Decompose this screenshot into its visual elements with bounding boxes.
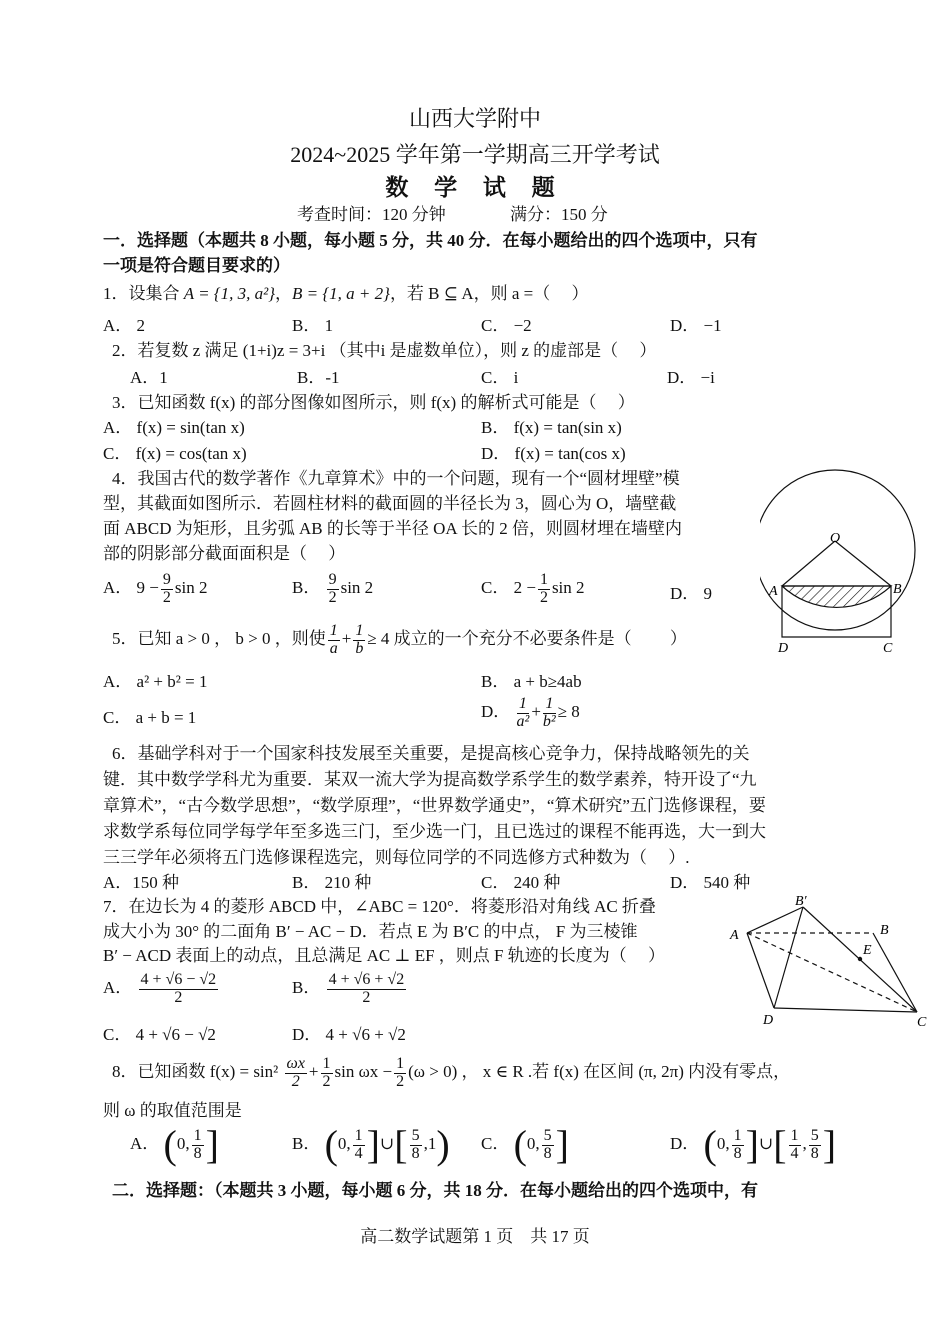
- q8-b-n2: 5: [411, 1126, 420, 1144]
- q8-c-pre: C．: [481, 1133, 510, 1153]
- q1-stem-a: 1．设集合: [103, 284, 184, 303]
- q8-n1: ωx: [286, 1055, 305, 1072]
- q8-p1: +: [308, 1062, 319, 1082]
- q5-d-d2: b²: [542, 712, 556, 730]
- full-score: 满分：150 分: [510, 205, 608, 224]
- q7-edge-dc: [774, 1008, 917, 1012]
- q1-stem-e: ，若 B ⊆ A，则 a =（ ）: [389, 284, 589, 303]
- q8-a-d: 8: [193, 1144, 202, 1162]
- q7-option-b: [292, 972, 408, 1007]
- q8-frac-2: [321, 1056, 333, 1091]
- q8-d-comma: ,: [802, 1133, 807, 1153]
- q8-b-n: 1: [354, 1126, 363, 1144]
- q8-b-d: 4: [354, 1144, 363, 1162]
- q5-option-b: B． a + b≥4ab: [481, 672, 582, 691]
- q7-a-num: 4 + √6 − √2: [140, 971, 217, 988]
- q5-option-c: C． a + b = 1: [103, 708, 197, 727]
- q7-edge-bc: [873, 933, 917, 1012]
- q7-label-bprime: B′: [795, 894, 807, 909]
- q8-d-frac2: [789, 1128, 801, 1163]
- q4-b-pre: B．: [292, 578, 321, 598]
- q8-c-d: 8: [543, 1144, 552, 1162]
- q8-b-union: ∪: [380, 1133, 395, 1153]
- q4-a-post: sin 2: [174, 578, 208, 598]
- question-6-line4: 求数学系每位同学每学年至多选三门，至少选一门，且已选过的课程不能再选，大一到大: [103, 822, 766, 841]
- q5-d2: b: [355, 639, 364, 657]
- q5-d-frac1: [517, 696, 530, 731]
- q3-option-c: C． f(x) = cos(tan x): [103, 444, 247, 463]
- q8-option-a: A． (0, $\frac{1}{8}$ ]: [130, 1122, 219, 1167]
- q5-frac-1: [328, 623, 340, 658]
- q8-d2: 2: [322, 1072, 331, 1090]
- q8-d3: 2: [396, 1072, 405, 1090]
- question-6-line3: 章算术”，“古今数学思想”，“数学原理”，“世界数学通史”，“算术研究”五门选修课程，要: [103, 796, 766, 815]
- q5-frac-2: [353, 623, 365, 658]
- q8-b-d2: 8: [411, 1144, 420, 1162]
- q4-radius-oa: [782, 541, 835, 586]
- q3-option-d: D． f(x) = tan(cos x): [481, 444, 626, 463]
- q2-option-c: C． i: [481, 368, 519, 387]
- q8-d-frac3: [809, 1128, 821, 1163]
- question-7-line3: B′ − ACD 表面上的动点，且总满足 AC ⊥ EF ，则点 F 轨迹的长度为（ ）: [103, 946, 665, 965]
- q1-option-b: B． 1: [292, 316, 334, 335]
- q8-b-b: ,1: [423, 1133, 437, 1153]
- q7-label-a: A: [730, 928, 739, 943]
- question-8-stem: [112, 1056, 790, 1091]
- q5-option-d: D． $\frac{1}{\text{a²}}$ + $\frac{1}{\text{b²}}$ ≥ 8: [481, 695, 580, 730]
- q4-label-b: B: [893, 582, 902, 597]
- q2-option-b: B．-1: [297, 368, 340, 387]
- q7-option-c: C． 4 + √6 − √2: [103, 1025, 216, 1044]
- q5-d-n2: 1: [543, 696, 556, 714]
- q7-b-pre: B．: [292, 978, 321, 998]
- q7-label-e: E: [863, 943, 872, 958]
- school-name: 山西大学附中: [408, 106, 541, 131]
- q1-option-a: A． 2: [103, 316, 146, 335]
- q1-stem-c: ，: [275, 284, 292, 303]
- q4-b-frac: [327, 572, 339, 607]
- q6-option-c: C． 240 种: [481, 873, 561, 892]
- q8-d-n: 1: [733, 1126, 742, 1144]
- q8-d-a: 0,: [716, 1133, 730, 1153]
- question-6-line2: 键．其中数学学科尤为重要．某双一流大学为提高数学系学生的数学素养，特开设了“九: [103, 770, 757, 789]
- question-4-line1: 4．我国古代的数学著作《九章算术》中的一个问题，现有一个“圆材埋壁”模: [112, 469, 680, 488]
- q4-b-num: 9: [328, 571, 337, 588]
- q1-set-a: A = {1, 3, a²}: [183, 284, 275, 303]
- question-4-line2: 型，其截面如图所示．若圆柱材料的截面圆的半径长为 3，圆心为 O，墙壁截: [103, 494, 677, 513]
- q8-d-n3: 5: [810, 1126, 819, 1144]
- q4-a-num: 9: [162, 571, 171, 588]
- question-7-line1: 7．在边长为 4 的菱形 ABCD 中，∠ABC = 120°．将菱形沿对角线 AC 折叠: [103, 897, 656, 916]
- q6-option-b: B． 210 种: [292, 873, 372, 892]
- q5-stem-b: ≥ 4 成立的一个充分不必要条件是（ ）: [367, 629, 687, 649]
- q4-radius-ob: [835, 541, 891, 586]
- q7-a-pre: A．: [103, 978, 133, 998]
- q8-frac-1: [285, 1056, 307, 1091]
- q8-a-a: 0,: [176, 1133, 190, 1153]
- q4-option-a: [103, 572, 207, 607]
- q4-c-num: 1: [539, 571, 548, 588]
- question-6-line5: 三三学年必须将五门选修课程选完，则每位同学的不同选修方式种数为（ ）.: [103, 848, 690, 867]
- q8-d-d2: 4: [790, 1144, 799, 1162]
- question-3-stem: 3．已知函数 f(x) 的部分图像如图所示，则 f(x) 的解析式可能是（ ）: [112, 393, 635, 412]
- q2-option-a: A．1: [130, 368, 168, 387]
- page-footer: 高二数学试题第 1 页 共 17 页: [360, 1227, 590, 1246]
- q7-edge-ab': [747, 907, 803, 933]
- q5-d-n1: 1: [517, 696, 530, 714]
- q5-d-post: ≥ 8: [557, 702, 580, 722]
- q8-d-pre: D．: [670, 1133, 700, 1153]
- q8-d-d: 8: [733, 1144, 742, 1162]
- q8-n2: 1: [322, 1055, 331, 1072]
- q7-option-a: [103, 972, 220, 1007]
- q8-c-a: 0,: [526, 1133, 540, 1153]
- q8-stem-a: 8．已知函数 f(x) = sin²: [112, 1062, 283, 1082]
- q8-frac-3: [394, 1056, 406, 1091]
- q7-figure: [725, 888, 940, 1038]
- q1-option-c: C． −2: [481, 316, 532, 335]
- q3-option-a: A． f(x) = sin(tan x): [103, 418, 245, 437]
- q5-plus: +: [341, 629, 352, 649]
- q8-b-pre: B．: [292, 1133, 321, 1153]
- q4-label-a: A: [769, 584, 778, 599]
- question-7-line2: 成大小为 30° 的二面角 B′ − AC − D．若点 E 为 B′C 的中点， F 为三棱锥: [103, 922, 638, 941]
- question-5-stem: [112, 623, 687, 658]
- q4-label-c: C: [883, 641, 893, 656]
- question-8-line2: 则 ω 的取值范围是: [103, 1101, 242, 1120]
- q4-shaded-segment: [782, 586, 891, 607]
- q8-stem-b: (ω > 0) ， x ∈ R .若 f(x) 在区间 (π, 2π) 内没有零点，: [408, 1062, 791, 1082]
- q6-option-d: D． 540 种: [670, 873, 751, 892]
- q4-label-d: D: [778, 641, 789, 656]
- q4-option-b: [292, 572, 373, 607]
- question-2-stem: 2．若复数 z 满足 (1+i)z = 3+i （其中i 是虚数单位），则 z 的虚部是（ ）: [112, 341, 657, 360]
- q5-stem-a: 5．已知 a > 0 ， b > 0 ，则使: [112, 629, 326, 649]
- q7-a-den: 2: [174, 988, 183, 1006]
- q8-n3: 1: [396, 1055, 405, 1072]
- q5-d1: a: [329, 639, 338, 657]
- q3-option-b: B． f(x) = tan(sin x): [481, 418, 622, 437]
- q4-b-den: 2: [328, 588, 337, 606]
- q7-point-e: [858, 957, 862, 961]
- q4-b-post: sin 2: [340, 578, 374, 598]
- q7-b-frac: [327, 972, 407, 1007]
- q2-option-d: D． −i: [667, 368, 715, 387]
- q4-option-c: [481, 572, 585, 607]
- q4-a-frac: [161, 572, 173, 607]
- q5-d-frac2: [543, 696, 556, 731]
- q7-option-d: D． 4 + √6 + √2: [292, 1025, 406, 1044]
- section1-subtitle: 一项是符合题目要求的）: [103, 256, 290, 275]
- q8-c-frac: [542, 1128, 554, 1163]
- q4-option-d: D． 9: [670, 584, 713, 603]
- q8-s1: sin ωx −: [334, 1062, 393, 1082]
- exam-title: 2024~2025 学年第一学期高三开学考试: [290, 142, 660, 167]
- question-6-line1: 6．基础学科对于一个国家科技发展至关重要，是提高核心竞争力，保持战略领先的关: [112, 744, 750, 763]
- q7-edge-ad: [747, 933, 774, 1008]
- q8-b-frac1: [353, 1128, 365, 1163]
- section1-title: 一．选择题（本题共 8 小题，每小题 5 分，共 40 分．在每小题给出的四个选项中，只有: [103, 231, 758, 250]
- q5-n1: 1: [329, 622, 338, 639]
- q4-a-den: 2: [162, 588, 171, 606]
- q8-d-d3: 8: [810, 1144, 819, 1162]
- q7-b-num: 4 + √6 + √2: [328, 971, 405, 988]
- question-4-line3: 面 ABCD 为矩形，且劣弧 AB 的长等于半径 OA 长的 2 倍，则圆材埋在墙壁内: [103, 519, 682, 538]
- q4-c-pre: C． 2 −: [481, 578, 536, 598]
- q4-label-o: O: [830, 531, 841, 546]
- q7-label-d: D: [763, 1013, 774, 1028]
- section2-title: 二．选择题：（本题共 3 小题，每小题 6 分，共 18 分．在每小题给出的四个选项中，有: [112, 1181, 758, 1200]
- subject-title: 数 学 试 题: [385, 175, 565, 200]
- q8-option-b: B． (0, $\frac{1}{4}$ ]∪[ $\frac{5}{8}$ ,1): [292, 1122, 450, 1167]
- q5-n2: 1: [355, 622, 364, 639]
- q4-figure: [760, 462, 950, 657]
- q8-c-n: 5: [543, 1126, 552, 1144]
- q7-label-c: C: [917, 1015, 927, 1030]
- q8-a-frac: [192, 1128, 204, 1163]
- q8-d-union: ∪: [758, 1133, 774, 1153]
- q4-c-frac: [538, 572, 550, 607]
- q8-a-pre: A．: [130, 1133, 160, 1153]
- question-4-line4: 部的阴影部分截面面积是（ ）: [103, 544, 346, 563]
- q5-d-pre: D．: [481, 702, 511, 722]
- q8-option-c: C． (0, $\frac{5}{8}$ ]: [481, 1122, 569, 1167]
- exam-time: 考查时间：120 分钟: [297, 205, 446, 224]
- q4-a-pre: A． 9 −: [103, 578, 159, 598]
- q7-a-frac: [139, 972, 219, 1007]
- q1-set-b: B = {1, a + 2}: [292, 284, 390, 303]
- q5-d-d1: a²: [516, 712, 530, 730]
- question-1-stem: [103, 284, 589, 304]
- q8-b-frac2: [410, 1128, 422, 1163]
- q4-c-den: 2: [539, 588, 548, 606]
- q1-option-d: D． −1: [670, 316, 722, 335]
- q8-d1: 2: [291, 1072, 300, 1090]
- q7-label-b: B: [880, 923, 889, 938]
- q8-b-a: 0,: [337, 1133, 351, 1153]
- q4-c-post: sin 2: [551, 578, 585, 598]
- q8-option-d: D． (0, $\frac{1}{8}$ ]∪[ $\frac{1}{4}$ , $\frac{5}{8}$ ]: [670, 1122, 837, 1167]
- q7-b-den: 2: [362, 988, 371, 1006]
- q8-a-n: 1: [193, 1126, 202, 1144]
- q8-d-frac1: [732, 1128, 744, 1163]
- q5-option-a: A． a² + b² = 1: [103, 672, 208, 691]
- q8-d-n2: 1: [790, 1126, 799, 1144]
- q6-option-a: A．150 种: [103, 873, 180, 892]
- q7-diagonal-ac: [747, 933, 917, 1012]
